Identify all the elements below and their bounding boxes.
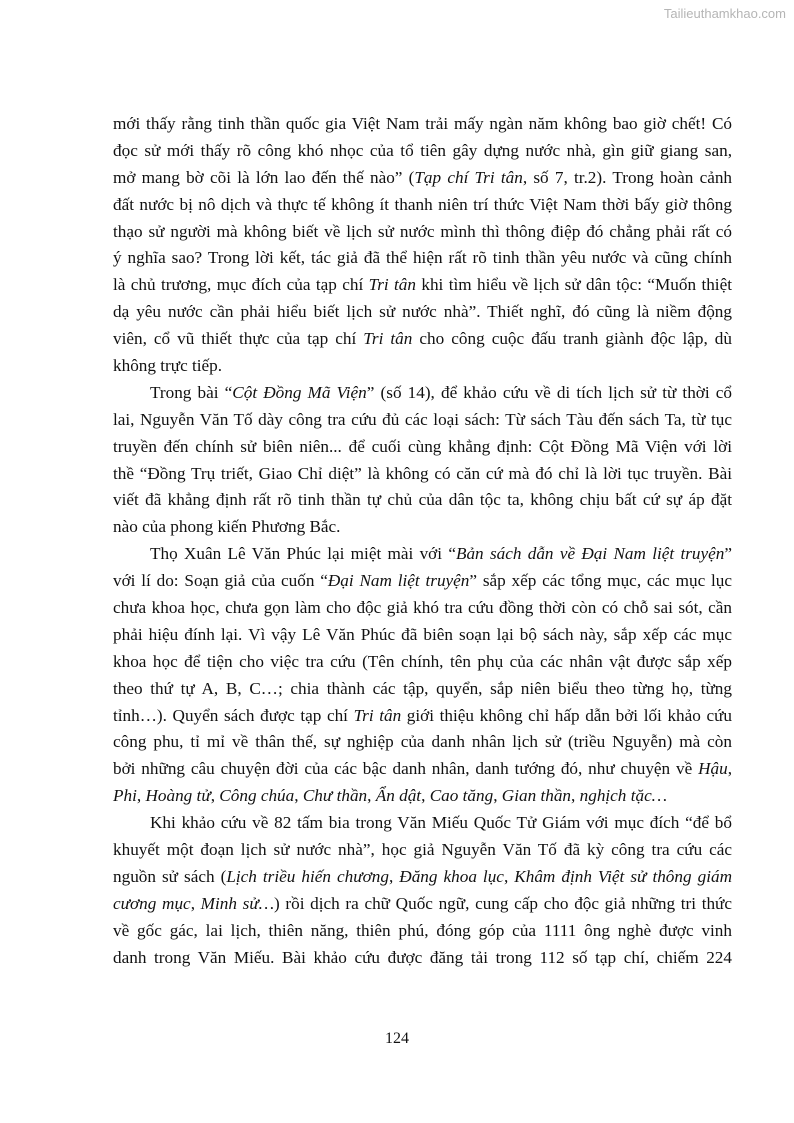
text-line [113, 245, 732, 272]
italic-text: Ẩn dật [375, 786, 422, 806]
italic-text: Cột Đồng Mã Viện [232, 382, 367, 402]
italic-text: Minh sử… [200, 893, 274, 913]
paragraph [113, 810, 732, 971]
text-segment: giới thiệu không chỉ hấp dẫn bởi lối khảo cứu [401, 705, 732, 725]
text-line [113, 676, 732, 703]
text-line [113, 783, 732, 810]
text-line [113, 837, 732, 864]
paragraph [113, 111, 732, 380]
text-line [113, 568, 732, 595]
text-segment: , [388, 866, 400, 886]
text-line [113, 272, 732, 299]
text-segment: danh trong Văn Miếu. Bài khảo cứu được đăng tải trong 112 số tạp chí, chiếm 224 [113, 947, 732, 967]
text-line [113, 891, 732, 918]
text-segment: lai, Nguyễn Văn Tố dày công tra cứu đủ các loại sách: Từ sách Tàu đến sách Ta, từ tục [113, 409, 732, 429]
paragraph [113, 380, 732, 541]
italic-text: Công chúa [219, 786, 295, 806]
text-line [113, 810, 732, 837]
italic-text: Hậu [698, 759, 728, 779]
text-segment: ý nghĩa sao? Trong lời kết, tác giả đã thể hiện rất rõ tinh thần yêu nước và cũng chính [113, 248, 732, 268]
text-segment: , [294, 786, 303, 806]
italic-text: Tri tân [368, 275, 416, 295]
text-segment: Khi khảo cứu về 82 tấm bia trong Văn Miếu Quốc Tử Giám với mục đích “để bổ [150, 813, 732, 833]
text-segment: cho công cuộc đấu tranh giành độc lập, dù [412, 329, 732, 349]
text-line [113, 622, 732, 649]
text-segment: khi tìm hiểu về lịch sử dân tộc: “Muốn thiệt [416, 275, 732, 295]
text-segment: với lí do: Soạn giả của cuốn “ [113, 571, 328, 591]
text-segment: đọc sử mới thấy rõ công khó nhọc của tổ tiên gây dựng nước nhà, gìn giữ giang san, [113, 140, 732, 160]
text-segment: khoa học để tiện cho việc tra cứu (Tên chính, tên phụ của các nhân vật được sắp xếp [113, 651, 732, 671]
text-line [113, 299, 732, 326]
text-segment: ) rồi dịch ra chữ Quốc ngữ, cung cấp cho độc giả những tri thức [273, 893, 733, 913]
text-line [113, 380, 732, 407]
italic-text: Tạp chí Tri tân [414, 167, 523, 187]
italic-text: Chư thần [302, 786, 368, 806]
text-segment: , [136, 786, 146, 806]
text-segment: là chủ trương, mục đích của tạp chí [113, 275, 369, 295]
text-segment: viên, cổ vũ thiết thực của tạp chí [113, 329, 364, 349]
text-line [113, 165, 732, 192]
text-segment: , [210, 786, 220, 806]
italic-text: Gian thần [501, 786, 572, 806]
text-segment: tỉnh…). Quyển sách được tạp chí [113, 705, 354, 725]
text-segment: thạo sử người mà không biết về lịch sử nước mình thì thông điệp đó chẳng phải rất có [113, 221, 732, 241]
text-line [113, 434, 732, 461]
text-segment: , [367, 786, 376, 806]
text-segment: Trong bài “ [150, 382, 233, 402]
italic-text: nghịch tặc… [579, 786, 667, 806]
text-segment: , số 7, tr.2). Trong hoàn cảnh [522, 167, 733, 187]
text-line [113, 649, 732, 676]
italic-text: cương mục [113, 893, 191, 913]
text-line [113, 326, 732, 353]
text-segment: khuyết một đoạn lịch sử nước nhà”, học giả Nguyễn Văn Tố đã kỳ công tra cứu các [113, 840, 732, 860]
italic-text: Lịch triều hiến chương [226, 866, 389, 886]
text-segment: , [421, 786, 430, 806]
text-segment: , [493, 786, 502, 806]
text-segment: theo thứ tự A, B, C…; chia thành các tập, quyển, sắp niên biểu theo từng họ, từng [113, 678, 732, 698]
text-line [113, 353, 732, 380]
text-segment: công phu, tỉ mỉ về thân thế, sự nghiệp của danh nhân lịch sử (triều Nguyễn) mà còn [113, 732, 732, 752]
text-segment: ” [724, 544, 732, 564]
body-text [113, 111, 732, 972]
text-line [113, 756, 732, 783]
italic-text: Tri tân [353, 705, 402, 725]
italic-text: Phi [113, 786, 137, 806]
text-line [113, 945, 732, 972]
text-line [113, 729, 732, 756]
text-line [113, 192, 732, 219]
text-line [113, 864, 732, 891]
text-line [113, 918, 732, 945]
paragraph [113, 541, 732, 810]
italic-text: Khâm định Việt sử thông giám [514, 866, 732, 886]
italic-text: Đăng khoa lục [399, 866, 504, 886]
page-number: 124 [385, 1030, 409, 1047]
text-segment: mới thấy rằng tinh thần quốc gia Việt Nam trải mấy ngàn năm không bao giờ chết! Có [113, 114, 732, 133]
text-segment: không trực tiếp. [113, 356, 223, 376]
italic-text: Bản sách dẫn về Đại Nam liệt truyện [455, 544, 725, 564]
text-segment: mở mang bờ cõi là lớn lao đến thế nào” ( [113, 167, 415, 187]
text-segment: bởi những câu chuyện đời của các bậc danh nhân, danh tướng đó, như chuyện về [113, 759, 699, 779]
text-segment: ” sắp xếp các tổng mục, các mục lục [469, 571, 732, 591]
text-line [113, 461, 732, 488]
text-line [113, 595, 732, 622]
text-line [113, 138, 732, 165]
text-line [113, 703, 732, 730]
text-line [113, 407, 732, 434]
text-segment: Thọ Xuân Lê Văn Phúc lại miệt mài với “ [150, 544, 456, 564]
text-line [113, 111, 732, 138]
text-segment: viết đã khẳng định rất rõ tinh thần tự chủ của dân tộc ta, không chịu bất cứ sự áp đặt [113, 490, 732, 510]
italic-text: Đại Nam liệt truyện [327, 571, 470, 591]
watermark: Tailieuthamkhao.com [663, 6, 786, 21]
text-segment: đất nước bị nô dịch và thực tế không ít thanh niên trí thức Việt Nam thời bấy giờ thông [113, 194, 732, 214]
text-line [113, 219, 732, 246]
text-line [113, 487, 732, 514]
text-segment: chưa khoa học, chưa gọn làm cho độc giả khó tra cứu đồng thời còn có chỗ sai sót, cần [113, 598, 732, 618]
text-segment: nào của phong kiến Phương Bắc. [113, 517, 341, 537]
italic-text: Cao tăng [429, 786, 494, 806]
text-segment: , [503, 866, 515, 886]
italic-text: Tri tân [363, 329, 413, 349]
text-segment: thề “Đồng Trụ triết, Giao Chỉ diệt” là không có căn cứ mà đó chỉ là lời tục truyền. Bài [113, 463, 732, 483]
text-line [113, 514, 732, 541]
italic-text: Hoàng tử [145, 786, 211, 806]
text-segment: dạ yêu nước cần phải hiểu biết lịch sử nước nhà”. Thiết nghĩ, đó cũng là niềm động [113, 302, 732, 322]
text-segment: , [190, 893, 201, 913]
text-line [113, 541, 732, 568]
text-segment: , [571, 786, 580, 806]
text-segment: , [727, 759, 732, 779]
text-segment: nguồn sử sách ( [113, 866, 227, 886]
text-segment: về gốc gác, lai lịch, thiên năng, thiên phú, đóng góp của 1111 ông nghè được vinh [113, 920, 732, 940]
text-segment: phải hiệu đính lại. Vì vậy Lê Văn Phúc đã biên soạn lại bộ sách này, sắp xếp các mục [113, 624, 732, 644]
text-segment: truyền đến chính sử biên niên... để cuối cùng khẳng định: Cột Đồng Mã Viện với lời [113, 436, 732, 456]
text-segment: ” (số 14), để khảo cứu về di tích lịch sử từ thời cổ [366, 382, 732, 402]
